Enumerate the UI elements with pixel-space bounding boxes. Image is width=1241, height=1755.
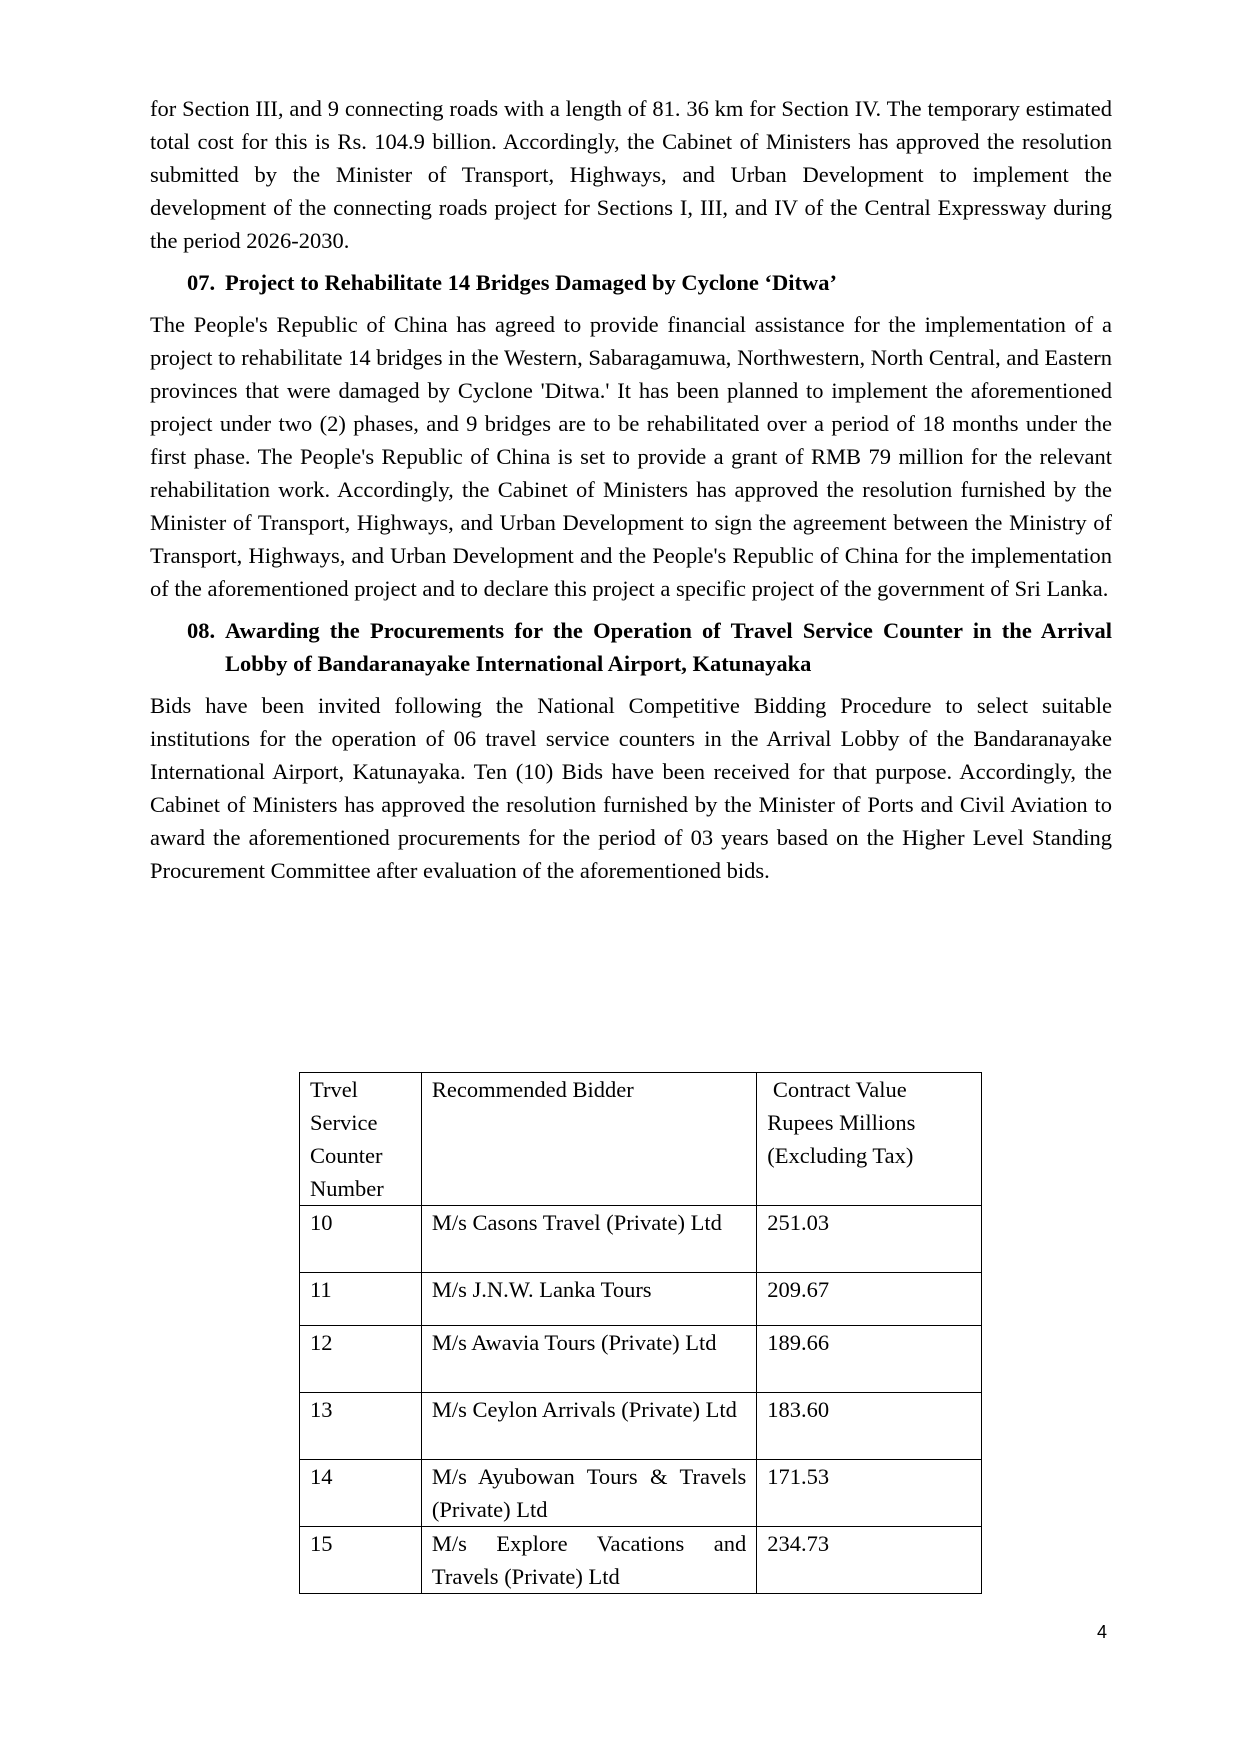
table-header-row bbox=[300, 1073, 982, 1206]
row-value: 209.67 bbox=[757, 1273, 982, 1326]
row-bidder: M/s J.N.W. Lanka Tours bbox=[421, 1273, 756, 1326]
table-row bbox=[300, 1527, 982, 1594]
row-value: 189.66 bbox=[757, 1326, 982, 1393]
header-counter-line3: Counter bbox=[310, 1143, 383, 1168]
table-row bbox=[300, 1273, 982, 1326]
section-08-title: Awarding the Procurements for the Operation of Travel Service Counter in the Arrival Lobby of Bandaranayake International Airport, Katunayaka bbox=[225, 618, 1112, 676]
header-contract-value bbox=[757, 1073, 982, 1206]
row-bidder: M/s Explore Vacations and Travels (Private) Ltd bbox=[421, 1527, 756, 1594]
row-value: 183.60 bbox=[757, 1393, 982, 1460]
intro-paragraph: for Section III, and 9 connecting roads with a length of 81. 36 km for Section IV. The temporary estimated total cost for this is Rs. 104.9 billion. Accordingly, the Cabinet of Ministers has approved the resolution submitted by the Minister of Transport, Highways, and Urban Development to implement the development of the connecting roads project for Sections I, III, and IV of the Central Expressway during the period 2026-2030. bbox=[150, 96, 1112, 253]
section-07-heading bbox=[150, 266, 1112, 299]
row-counter: 13 bbox=[300, 1393, 422, 1460]
document-body bbox=[150, 92, 1112, 887]
row-value: 234.73 bbox=[757, 1527, 982, 1594]
table-row bbox=[300, 1393, 982, 1460]
header-counter-line1: Trvel bbox=[310, 1077, 358, 1102]
row-bidder: M/s Casons Travel (Private) Ltd bbox=[421, 1206, 756, 1273]
header-counter-line2: Service bbox=[310, 1110, 378, 1135]
row-value: 171.53 bbox=[757, 1460, 982, 1527]
row-counter: 10 bbox=[300, 1206, 422, 1273]
section-07-body: The People's Republic of China has agreed to provide financial assistance for the implementation of a project to rehabilitate 14 bridges in the Western, Sabaragamuwa, Northwestern, North Central, and Eastern provinces that were damaged by Cyclone 'Ditwa.' It has been planned to implement the aforementioned project under two (2) phases, and 9 bridges are to be rehabilitated over a period of 18 months under the first phase. The People's Republic of China is set to provide a grant of RMB 79 million for the relevant rehabilitation work. Accordingly, the Cabinet of Ministers has approved the resolution furnished by the Minister of Transport, Highways, and Urban Development to sign the agreement between the Ministry of Transport, Highways, and Urban Development and the People's Republic of China for the implementation of the aforementioned project and to declare this project a specific project of the government of Sri Lanka. bbox=[150, 312, 1112, 601]
table-row bbox=[300, 1206, 982, 1273]
section-07-title: Project to Rehabilitate 14 Bridges Damaged by Cyclone ‘Ditwa’ bbox=[225, 270, 837, 295]
section-08-body: Bids have been invited following the National Competitive Bidding Procedure to select suitable institutions for the operation of 06 travel service counters in the Arrival Lobby of the Bandaranayake International Airport, Katunayaka. Ten (10) Bids have been received for that purpose. Accordingly, the Cabinet of Ministers has approved the resolution furnished by the Minister of Ports and Civil Aviation to award the aforementioned procurements for the period of 03 years based on the Higher Level Standing Procurement Committee after evaluation of the aforementioned bids. bbox=[150, 693, 1112, 883]
table-row bbox=[300, 1326, 982, 1393]
row-counter: 11 bbox=[300, 1273, 422, 1326]
bids-table bbox=[299, 1072, 982, 1594]
table-row bbox=[300, 1460, 982, 1527]
row-counter: 14 bbox=[300, 1460, 422, 1527]
header-counter-number bbox=[300, 1073, 422, 1206]
header-counter-line4: Number bbox=[310, 1176, 384, 1201]
header-value-line2: Rupees Millions bbox=[767, 1110, 916, 1135]
page-number: 4 bbox=[1097, 1622, 1108, 1642]
row-bidder: M/s Ceylon Arrivals (Private) Ltd bbox=[421, 1393, 756, 1460]
row-counter: 15 bbox=[300, 1527, 422, 1594]
row-counter: 12 bbox=[300, 1326, 422, 1393]
section-07-number: 07. bbox=[187, 270, 216, 295]
row-value: 251.03 bbox=[757, 1206, 982, 1273]
header-recommended-bidder: Recommended Bidder bbox=[421, 1073, 756, 1206]
header-value-line1: Contract Value bbox=[767, 1077, 907, 1102]
header-value-line3: (Excluding Tax) bbox=[767, 1143, 914, 1168]
row-bidder: M/s Awavia Tours (Private) Ltd bbox=[421, 1326, 756, 1393]
section-08-number: 08. bbox=[187, 618, 216, 643]
row-bidder: M/s Ayubowan Tours & Travels (Private) Ltd bbox=[421, 1460, 756, 1527]
section-08-heading bbox=[150, 614, 1112, 680]
